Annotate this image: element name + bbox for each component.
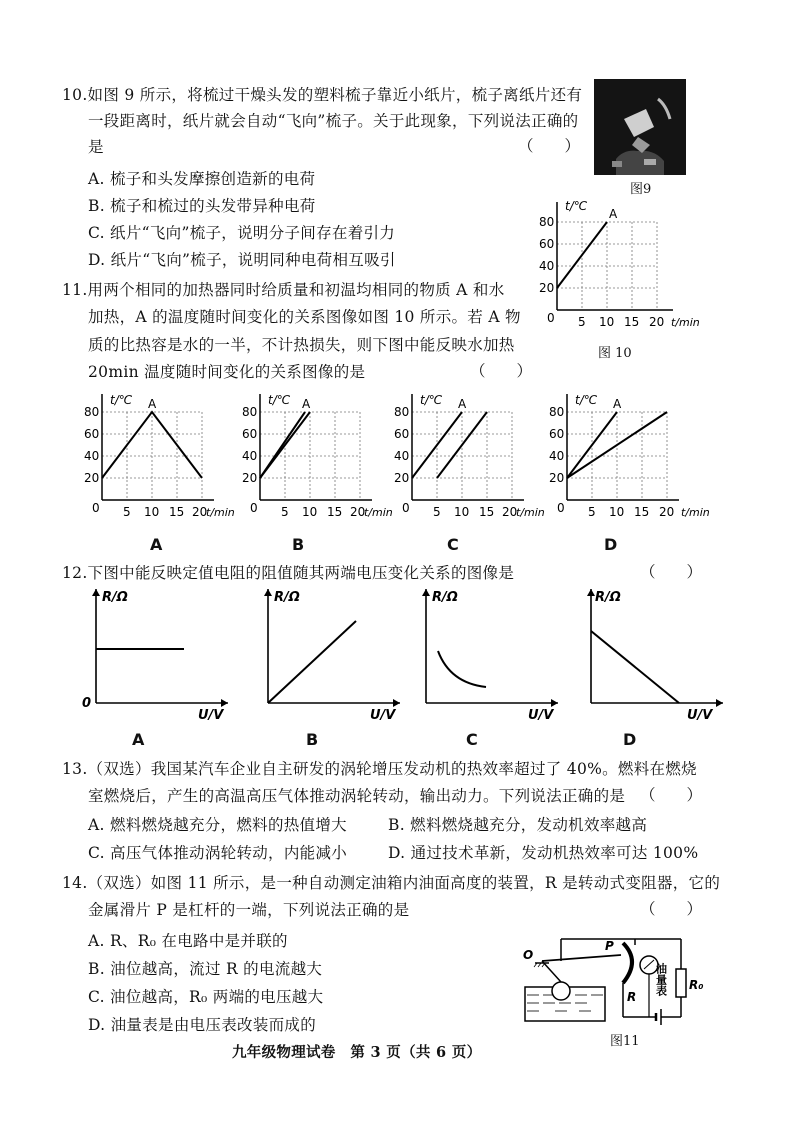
graph-a-xtick: 20 — [192, 505, 208, 519]
graph-c-xtick: 5 — [433, 505, 441, 519]
graph-d-xtick: 15 — [634, 505, 650, 519]
q12-graph-d[interactable] — [575, 585, 725, 720]
graph-b-xtick: 5 — [281, 505, 289, 519]
figure-11-caption: 图11 — [610, 1034, 640, 1049]
fig10-xtick-15: 15 — [624, 315, 640, 329]
q14-answer-paren[interactable]: （ ） — [640, 900, 703, 918]
fig10-origin: 0 — [547, 311, 555, 325]
q11-choice-a[interactable]: A — [150, 535, 163, 554]
q12-choice-b[interactable]: B — [306, 730, 319, 749]
graph-d-y-label: t/℃ — [575, 393, 598, 407]
resistor-label: R — [627, 990, 637, 1004]
q12-choice-d[interactable]: D — [623, 730, 637, 749]
q11-graph-c[interactable] — [390, 392, 560, 522]
q12-b-x-label: U/V — [370, 708, 396, 720]
q14-line2: 金属滑片 P 是杠杆的一端，下列说法正确的是 — [88, 901, 410, 919]
figure-9-photo — [594, 79, 686, 175]
graph-d-origin: 0 — [557, 501, 565, 515]
q12-c-y-label: R/Ω — [432, 590, 458, 605]
q13-option-b[interactable]: B. 燃料燃烧越充分，发动机效率越高 — [388, 816, 648, 834]
lever-arm — [542, 955, 621, 961]
figure-9-caption: 图9 — [630, 182, 652, 197]
q10-option-c[interactable]: C. 纸片“飞向”梳子，说明分子间存在着引力 — [88, 224, 396, 242]
q12-a-x-label: U/V — [198, 708, 224, 720]
q13-line2: 室燃烧后，产生的高温高压气体推动涡轮转动，输出动力。下列说法正确的是 — [88, 787, 626, 805]
graph-d-ytick: 80 — [549, 405, 565, 419]
meter-label: 油量表 — [654, 963, 668, 996]
page-footer: 九年级物理试卷 第 3 页（共 6 页） — [232, 1044, 482, 1061]
q11-answer-paren[interactable]: （ ） — [470, 362, 533, 380]
graph-a-point-a: A — [148, 397, 157, 411]
q14-option-c[interactable]: C. 油位越高，R₀ 两端的电压越大 — [88, 988, 324, 1006]
fig10-ytick-20: 20 — [539, 281, 555, 295]
fig10-xtick-10: 10 — [599, 315, 615, 329]
q14-option-d[interactable]: D. 油量表是由电压表改装而成的 — [88, 1016, 317, 1034]
q11-line3: 质的比热容是水的一半，不计热损失，则下图中能反映水加热 — [88, 336, 515, 354]
graph-d-xtick: 10 — [609, 505, 625, 519]
q14-option-b[interactable]: B. 油位越高，流过 R 的电流越大 — [88, 960, 323, 978]
graph-d-xtick: 20 — [659, 505, 675, 519]
q12-a-origin: 0 — [82, 696, 92, 711]
r0-label: R₀ — [689, 978, 704, 992]
q11-choice-c[interactable]: C — [447, 535, 459, 554]
graph-c-ytick: 20 — [394, 471, 410, 485]
graph-a-ytick: 40 — [84, 449, 100, 463]
slider-label: P — [605, 939, 614, 953]
graph-c-ytick: 40 — [394, 449, 410, 463]
q12-choice-c[interactable]: C — [466, 730, 478, 749]
graph-b-xtick: 10 — [302, 505, 318, 519]
graph-b-point-a: A — [302, 397, 311, 411]
q12-b-line — [268, 621, 356, 703]
q14-option-a[interactable]: A. R、R₀ 在电路中是并联的 — [88, 932, 288, 950]
graph-b-xtick: 20 — [350, 505, 366, 519]
graph-a-ytick: 60 — [84, 427, 100, 441]
q12-d-y-label: R/Ω — [595, 590, 621, 605]
q12-c-curve — [438, 651, 486, 687]
q11-choice-d[interactable]: D — [604, 535, 618, 554]
fig10-xtick-20: 20 — [649, 315, 665, 329]
graph-d-ytick: 20 — [549, 471, 565, 485]
graph-b-x-label: t/min — [364, 506, 393, 519]
q12-c-x-label: U/V — [528, 708, 554, 720]
graph-a-xtick: 5 — [123, 505, 131, 519]
q13-option-c[interactable]: C. 高压气体推动涡轮转动，内能减小 — [88, 844, 348, 862]
graph-c-xtick: 15 — [479, 505, 495, 519]
q12-a-y-label: R/Ω — [102, 590, 128, 605]
fig10-ytick-40: 40 — [539, 259, 555, 273]
q12-b-y-label: R/Ω — [274, 590, 300, 605]
figure-11-circuit — [515, 925, 720, 1025]
graph-d-x-label: t/min — [681, 506, 710, 519]
graph-a-y-label: t/℃ — [110, 393, 133, 407]
graph-c-origin: 0 — [402, 501, 410, 515]
variable-resistor — [623, 943, 632, 983]
graph-b-ytick: 60 — [242, 427, 258, 441]
graph-c-xtick: 20 — [502, 505, 518, 519]
graph-c-ytick: 80 — [394, 405, 410, 419]
graph-a-xtick: 10 — [144, 505, 160, 519]
fig10-y-label: t/℃ — [565, 199, 588, 213]
graph-a-origin: 0 — [92, 501, 100, 515]
graph-d-ytick: 40 — [549, 449, 565, 463]
fig10-xtick-5: 5 — [578, 315, 586, 329]
q12-graph-a[interactable] — [80, 585, 230, 720]
fig10-point-a: A — [609, 207, 618, 221]
q10-line2: 一段距离时，纸片就会自动“飞向”梳子。关于此现象，下列说法正确的 — [88, 112, 579, 130]
q12-choice-a[interactable]: A — [132, 730, 145, 749]
fixed-resistor-r0 — [676, 969, 686, 997]
q13-option-a[interactable]: A. 燃料燃烧越充分，燃料的热值增大 — [88, 816, 347, 834]
graph-c-ytick: 60 — [394, 427, 410, 441]
q13-line1: 13.（双选）我国某汽车企业自主研发的涡轮增压发动机的热效率超过了 40%。燃料在燃烧 — [62, 760, 697, 778]
q13-answer-paren[interactable]: （ ） — [640, 786, 703, 804]
q14-line1: 14.（双选）如图 11 所示，是一种自动测定油箱内油面高度的装置，R 是转动式变阻器，它的 — [62, 874, 721, 892]
q12-d-x-label: U/V — [687, 708, 713, 720]
graph-b-ytick: 20 — [242, 471, 258, 485]
q10-option-d[interactable]: D. 纸片“飞向”梳子，说明同种电荷相互吸引 — [88, 251, 396, 269]
q12-line1: 12.下图中能反映定值电阻的阻值随其两端电压变化关系的图像是 — [62, 564, 515, 582]
graph-c-x-label: t/min — [516, 506, 545, 519]
q11-choice-b[interactable]: B — [292, 535, 305, 554]
q11-graph-d[interactable] — [545, 392, 720, 522]
graph-b-ytick: 80 — [242, 405, 258, 419]
graph-d-xtick: 5 — [588, 505, 596, 519]
pivot-label: O — [523, 948, 534, 962]
graph-d-point-a: A — [613, 397, 622, 411]
figure-10-chart — [535, 196, 710, 336]
q11-line1: 11.用两个相同的加热器同时给质量和初温均相同的物质 A 和水 — [62, 281, 505, 299]
q10-answer-paren[interactable]: （ ） — [518, 137, 581, 155]
q10-option-a[interactable]: A. 梳子和头发摩擦创造新的电荷 — [88, 170, 316, 188]
figure-10-caption: 图 10 — [598, 346, 632, 361]
graph-b-origin: 0 — [250, 501, 258, 515]
q11-line2: 加热，A 的温度随时间变化的关系图像如图 10 所示。若 A 物 — [88, 308, 521, 326]
fig10-ytick-60: 60 — [539, 237, 555, 251]
q12-graph-c[interactable] — [410, 585, 560, 720]
graph-b-xtick: 15 — [327, 505, 343, 519]
fig10-ytick-80: 80 — [539, 215, 555, 229]
graph-a-ytick: 80 — [84, 405, 100, 419]
graph-b-y-label: t/℃ — [268, 393, 291, 407]
graph-b-ytick: 40 — [242, 449, 258, 463]
q10-line1: 10.如图 9 所示，将梳过干燥头发的塑料梳子靠近小纸片，梳子离纸片还有 — [62, 86, 583, 104]
q13-option-d[interactable]: D. 通过技术革新，发动机热效率可达 100% — [388, 844, 699, 862]
q11-graph-b[interactable] — [238, 392, 408, 522]
graph-c-xtick: 10 — [454, 505, 470, 519]
q12-answer-paren[interactable]: （ ） — [640, 563, 703, 581]
q11-line4: 20min 温度随时间变化的关系图像的是 — [88, 363, 366, 381]
graph-d-ytick: 60 — [549, 427, 565, 441]
q12-d-line — [591, 631, 679, 703]
graph-c-y-label: t/℃ — [420, 393, 443, 407]
float-ball — [552, 982, 570, 1000]
fig10-x-label: t/min — [671, 316, 700, 329]
q10-line3: 是 — [88, 138, 104, 156]
q11-graph-a[interactable] — [80, 392, 250, 522]
graph-a-ytick: 20 — [84, 471, 100, 485]
graph-a-xtick: 15 — [169, 505, 185, 519]
q10-option-b[interactable]: B. 梳子和梳过的头发带异种电荷 — [88, 197, 316, 215]
graph-a-x-label: t/min — [206, 506, 235, 519]
q12-graph-b[interactable] — [252, 585, 402, 720]
graph-c-point-a: A — [458, 397, 467, 411]
